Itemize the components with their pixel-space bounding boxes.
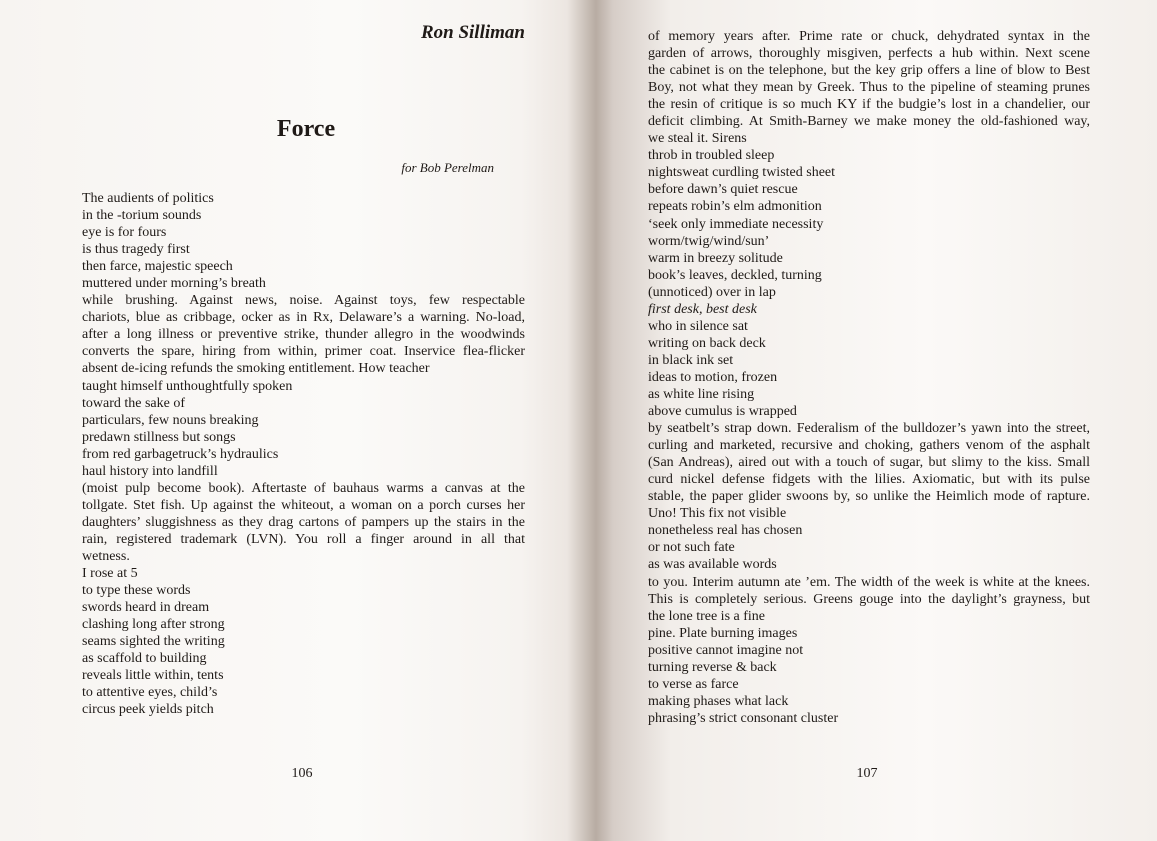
poem-line: to you. Interim autumn ate ’em. The width of the week is white at the knees. [648,574,1090,590]
poem-line: ‘seek only immediate necessity [648,216,824,232]
poem-line: pine. Plate burning images [648,625,798,641]
poem-line: (San Andreas), aired out with a touch of sugar, but slimy to the kiss. Small [648,455,1090,471]
poem-line: in the -torium sounds [82,208,202,224]
poem-line: warm in breezy solitude [648,250,783,266]
poem-line: wetness. [82,548,130,564]
poem-line: book’s leaves, deckled, turning [648,267,822,283]
poem-line: tollgate. Stet fish. Up against the whiteout, a woman on a porch curses her [82,497,525,513]
poem-line: deficit climbing. At Smith-Barney we make money the old-fashioned way, [648,114,1090,130]
poem-line: stable, the paper glider swoons by, so unlike the Heimlich mode of rapture. [648,489,1090,505]
poem-line: the lone tree is a fine [648,608,766,624]
poem-line: as was available words [648,557,777,573]
right-page-text [648,28,1090,727]
poem-line: toward the sake of [82,395,186,411]
poem-line: from red garbagetruck’s hydraulics [82,446,279,462]
poem-line: haul history into landfill [82,463,218,479]
poem-line: who in silence sat [648,318,748,334]
poem-line: positive cannot imagine not [648,642,804,658]
page-number-left: 106 [291,766,313,781]
poem-line: swords heard in dream [82,600,210,616]
page-number-right: 107 [856,766,878,781]
poem-line: as white line rising [648,386,755,402]
poem-line: first desk, best desk [648,301,757,317]
poem-line: (moist pulp become book). Aftertaste of bauhaus warms a canvas at the [82,480,525,496]
poem-line: reveals little within, tents [82,668,224,684]
poem-line: in black ink set [648,352,734,368]
poem-line: The audients of politics [82,191,214,206]
poem-line: ideas to motion, frozen [648,369,778,385]
poem-line: particulars, few nouns breaking [82,412,259,428]
right-page [580,0,1157,841]
poem-line: worm/twig/wind/sun’ [648,233,770,249]
poem-line: eye is for fours [82,225,167,241]
poem-title: Force [276,116,336,142]
poem-line: then farce, majestic speech [82,259,233,275]
dedication: for Bob Perelman [401,160,494,175]
poem-line: seams sighted the writing [82,634,225,650]
running-header: Ron Silliman [420,22,525,43]
poem-line: is thus tragedy first [82,242,190,258]
poem-line: the resin of critique is so much KY if the budgie’s lost in a chandelier, our [648,97,1090,113]
poem-line: chariots, blue as cribbage, ocker as in Rx, Delaware’s a warning. No-load, [82,310,525,326]
poem-line: before dawn’s quiet rescue [648,182,798,198]
poem-line: I rose at 5 [82,566,138,582]
poem-line: This is completely serious. Greens gouge into the daylight’s grayness, but [648,591,1090,607]
poem-line: absent de-icing refunds the smoking entitlement. How teacher [82,361,430,377]
poem-line: writing on back deck [648,335,766,351]
poem-line: rain, registered trademark (LVN). You roll a finger around in all that [82,531,525,547]
poem-line: making phases what lack [648,693,789,709]
poem-line: Uno! This fix not visible [648,506,787,522]
poem-line: nightsweat curdling twisted sheet [648,165,836,181]
poem-line: Boy, not what they mean by Greek. Thus to the pipeline of steaming prunes [648,80,1090,96]
poem-line: the cabinet is on the telephone, but the key grip offers a line of blow to Best [648,63,1090,79]
left-page [0,0,570,841]
poem-line: predawn stillness but songs [82,429,236,445]
poem-line: nonetheless real has chosen [648,523,803,539]
poem-line: repeats robin’s elm admonition [648,199,822,215]
poem-line: taught himself unthoughtfully spoken [82,378,293,394]
poem-line: above cumulus is wrapped [648,404,797,420]
poem-line: (unnoticed) over in lap [648,284,776,300]
poem-line: circus peek yields pitch [82,702,214,718]
poem-line: garden of arrows, thoroughly misgiven, perfects a hub within. Next scene [648,46,1090,62]
poem-line: curling and marketed, recursive and choking, gathers venom of the asphalt [648,438,1090,454]
poem-line: clashing long after strong [82,617,225,633]
poem-line: or not such fate [648,540,735,556]
poem-line: throb in troubled sleep [648,148,775,164]
poem-line: we steal it. Sirens [648,131,747,147]
poem-line: to verse as farce [648,676,739,692]
poem-line: to attentive eyes, child’s [82,685,218,701]
poem-line: curd nickel defense fidgets with the lilies. Axiomatic, but with its pulse [648,472,1090,488]
poem-line: daughters’ sluggishness as they drag cartons of pampers up the stairs in the [82,514,525,530]
poem-line: converts the spare, hiring from within, primer coat. Inservice flea-flicker [82,344,525,360]
poem-line: while brushing. Against news, noise. Against toys, few respectable [82,293,525,309]
poem-line: by seatbelt’s strap down. Federalism of the bulldozer’s yawn into the street, [648,421,1090,437]
poem-line: phrasing’s strict consonant cluster [648,710,839,726]
poem-line: after a long illness or preventive strike, thunder allegro in the woodwinds [82,327,525,343]
left-page-text [82,190,525,718]
poem-line: as scaffold to building [82,651,207,667]
poem-line: to type these words [82,583,191,599]
poem-line: muttered under morning’s breath [82,276,266,292]
poem-line: turning reverse & back [648,659,777,675]
poem-line: of memory years after. Prime rate or chuck, dehydrated syntax in the [648,29,1090,44]
